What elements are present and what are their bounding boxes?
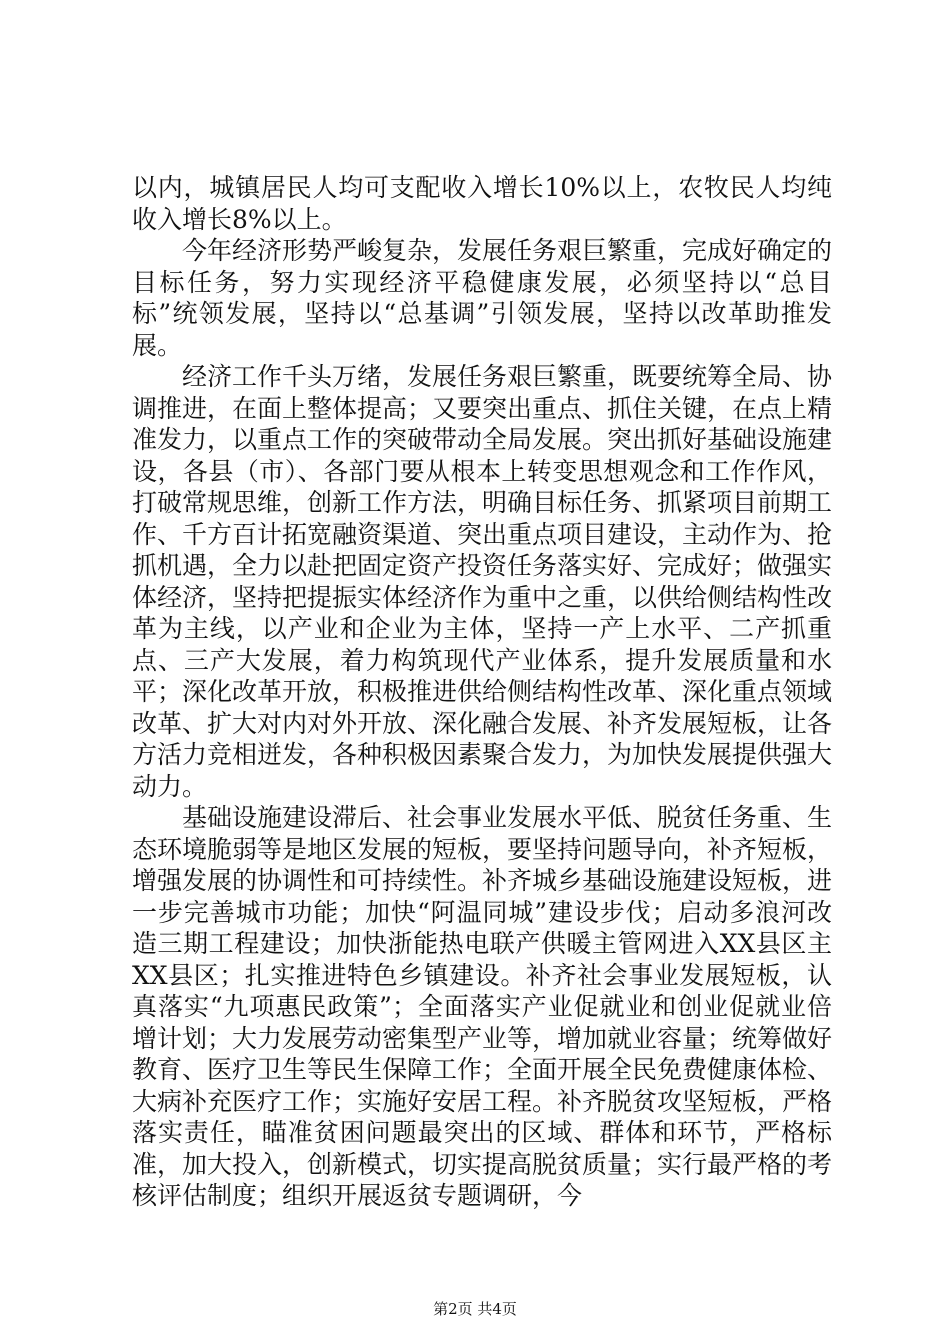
paragraph-1: 以内，城镇居民人均可支配收入增长10%以上，农牧民人均纯收入增长8%以上。 xyxy=(132,173,832,234)
paragraph-4: 基础设施建设滞后、社会事业发展水平低、脱贫任务重、生态环境脆弱等是地区发展的短板，要坚持问题导向，补齐短板，增强发展的协调性和可持续性。补齐城乡基础设施建设短板，进一步完善城市功能；加快“阿温同城”建设步伐；启动多浪河改造三期工程建设；加快浙能热电联产供暖主管网进入XX县区主XX县区；扎实推进特色乡镇建设。补齐社会事业发展短板，认真落实“九项惠民政策”；全面落实产业促就业和创业促就业倍增计划；大力发展劳动密集型产业等，增加就业容量；统筹做好教育、医疗卫生等民生保障工作；全面开展全民免费健康体检、大病补充医疗工作；实施好安居工程。补齐脱贫攻坚短板，严格落实责任，瞄准贫困问题最突出的区域、群体和环节，严格标准，加大投入，创新模式，切实提高脱贫质量；实行最严格的考核评估制度；组织开展返贫专题调研，今 xyxy=(132,803,833,1210)
paragraph-2: 今年经济形势严峻复杂，发展任务艰巨繁重，完成好确定的目标任务，努力实现经济平稳健康发展，必须坚持以“总目标”统领发展，坚持以“总基调”引领发展，坚持以改革助推发展。 xyxy=(132,236,833,360)
page-number-footer: 第2页 共4页 xyxy=(433,1300,517,1318)
document-body xyxy=(132,172,832,1212)
paragraph-3: 经济工作千头万绪，发展任务艰巨繁重，既要统筹全局、协调推进，在面上整体提高；又要突出重点、抓住关键，在点上精准发力，以重点工作的突破带动全局发展。突出抓好基础设施建设，各县（市）、各部门要从根本上转变思想观念和工作作风，打破常规思维，创新工作方法，明确目标任务、抓紧项目前期工作、千方百计拓宽融资渠道、突出重点项目建设，主动作为、抢抓机遇，全力以赴把固定资产投资任务落实好、完成好；做强实体经济，坚持把提振实体经济作为重中之重，以供给侧结构性改革为主线，以产业和企业为主体，坚持一产上水平、二产抓重点、三产大发展，着力构筑现代产业体系，提升发展质量和水平；深化改革开放，积极推进供给侧结构性改革、深化重点领域改革、扩大对内对外开放、深化融合发展、补齐发展短板，让各方活力竞相迸发，各种积极因素聚合发力，为加快发展提供强大动力。 xyxy=(132,362,833,801)
